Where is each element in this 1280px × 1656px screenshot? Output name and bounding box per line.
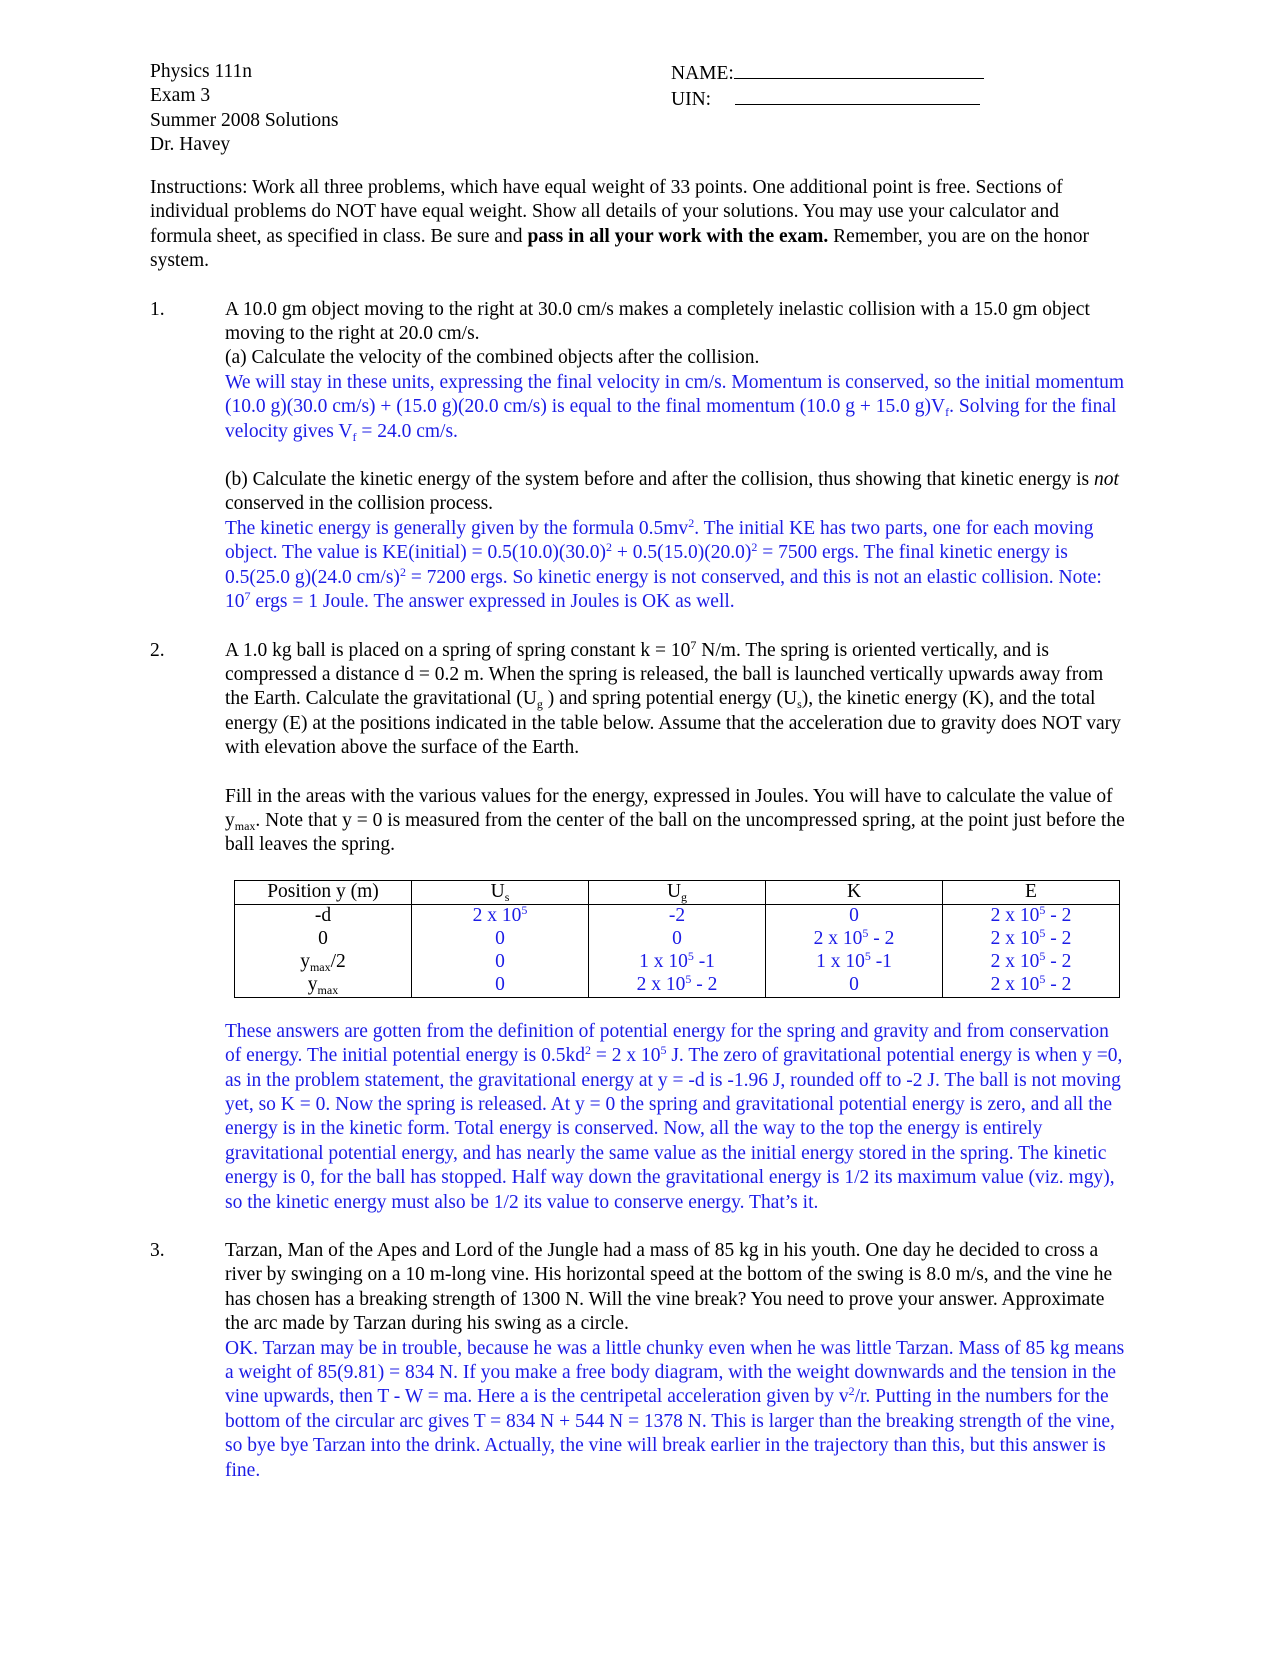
cell-text: 2 x 10 <box>990 928 1040 950</box>
statement-text: A 1.0 kg ball is placed on a spring of spring constant k = 10 <box>225 639 691 661</box>
cell-us: 0 <box>412 951 589 974</box>
instructions-tail: Remember, you are on the honor system. <box>150 225 1090 272</box>
subscript: g <box>681 890 688 905</box>
superscript: 5 <box>687 949 694 964</box>
instructor-name: Dr. Havey <box>150 134 231 156</box>
subscript: max <box>234 818 256 833</box>
answer-text: /r. Putting in the numbers for the bottom of the circular arc gives T = 834 N + 544 N = 1378 N. This is larger than the breaking strength of the vine, so bye bye Tarzan into the drink. Actually, the vine will break earlier in the trajectory than this, but this answer is fine. <box>225 1386 1115 1481</box>
subscript: max <box>317 983 339 998</box>
problem-number: 1. <box>150 298 165 320</box>
problem-number: 3. <box>150 1240 165 1261</box>
superscript: 5 <box>1039 972 1046 987</box>
energy-table <box>234 880 1120 998</box>
cell-k: 0 <box>766 904 943 928</box>
cell-text: 2 x 10 <box>472 905 522 927</box>
problem-statement: Tarzan, Man of the Apes and Lord of the Jungle had a mass of 85 kg in his youth. One day he decided to cross a river by swinging on a 10 m-long vine. His horizontal speed at the bottom of the swing is 8.0 m/s, and the vine he has chosen has a breaking strength of 1300 N. Will the vine break? You need to prove your answer. Approximate the arc made by Tarzan during his swing as a circle. <box>225 1240 1113 1335</box>
answer-text: The kinetic energy is generally given by the formula 0.5mv <box>225 517 689 539</box>
cell-e <box>943 904 1120 928</box>
superscript: 5 <box>1039 949 1046 964</box>
cell-ug: -2 <box>589 904 766 928</box>
superscript: 7 <box>244 589 251 604</box>
uin-field <box>671 86 984 112</box>
column-header-ug <box>589 880 766 904</box>
exam-term: Summer 2008 Solutions <box>150 109 339 131</box>
cell-position: 0 <box>235 928 412 951</box>
superscript: 5 <box>660 1043 667 1058</box>
answer-text: . The initial KE has two parts, one for each moving object. The value is KE(initial) = 0.5(10.0)(30.0) <box>225 517 1094 564</box>
cell-ug <box>589 974 766 998</box>
superscript: 5 <box>521 903 528 918</box>
course-title: Physics 111n <box>150 61 253 82</box>
subscript: f <box>352 429 357 444</box>
cell-position: -d <box>235 904 412 928</box>
answer-text: = 24.0 cm/s. <box>356 420 458 442</box>
table-header-row <box>235 880 1120 904</box>
instructions-text: Instructions: Work all three problems, which have equal weight of 33 points. One additional point is free. Sections of individual problems do NOT have equal weight. Show all details of your solutions. You may use your calculator and formula sheet, as specified in class. Be sure and <box>150 177 1063 247</box>
statement-text: ), the kinetic energy (K), and the total energy (E) at the positions indicated in the table below. Assume that the acceleration due to gravity does NOT vary with elevation above the surface of the Earth. <box>225 688 1121 759</box>
question-text: conserved in the collision process. <box>225 493 494 515</box>
problem-2-answer <box>225 1020 1125 1215</box>
problem-number: 2. <box>150 639 165 661</box>
cell-ug <box>589 951 766 974</box>
answer-text: . Solving for the final velocity gives V <box>225 396 1117 442</box>
subscript: f <box>945 405 950 420</box>
answer-text: = 2 x 10 <box>590 1045 661 1067</box>
cell-text: - 2 <box>1045 951 1072 973</box>
cell-text: 1 x 10 <box>816 951 865 973</box>
statement-text: Fill in the areas with the various values for the energy, expressed in Joules. You will have to calculate the value of y <box>225 785 1113 831</box>
problem-1 <box>150 298 1130 615</box>
table-row <box>235 974 1120 998</box>
statement-text: N/m. The spring is oriented vertically, and is compressed a distance d = 0.2 m. When the spring is released, the ball is launched vertically upwards away from the Earth. Calculate the gravitational (U <box>225 639 1104 710</box>
superscript: 5 <box>685 972 692 987</box>
problem-3 <box>150 1239 1130 1483</box>
column-header-position: Position y (m) <box>235 880 412 904</box>
cell-e <box>943 928 1120 951</box>
column-header-us <box>412 880 589 904</box>
emphasis: not <box>1093 469 1119 491</box>
answer-text: OK. Tarzan may be in trouble, because he was a little chunky even when he was little Tarzan. Mass of 85 kg means a weight of 85(9.81) = 834 N. If you make a free body diagram, with the weight downwards and the tension in the vine upwards, then T - W = ma. Here a is the centripetal acceleration given by v <box>225 1337 1125 1408</box>
header-text: U <box>666 881 682 903</box>
cell-ug: 0 <box>589 928 766 951</box>
cell-text: - 2 <box>1045 974 1072 996</box>
uin-label: UIN: <box>671 89 712 111</box>
cell-text: - 2 <box>691 974 718 996</box>
part-b-question <box>225 468 1125 517</box>
course-info <box>150 60 339 158</box>
cell-us <box>412 904 589 928</box>
cell-position <box>235 974 412 998</box>
student-fields <box>671 60 984 113</box>
subscript: s <box>504 890 510 905</box>
cell-text: - 2 <box>868 928 895 950</box>
question-text: (b) Calculate the kinetic energy of the system before and after the collision, thus showing that kinetic energy is <box>225 469 1094 491</box>
problem-3-answer <box>225 1337 1125 1483</box>
uin-blank <box>735 86 980 105</box>
cell-e <box>943 974 1120 998</box>
name-label: NAME: <box>671 63 734 84</box>
answer-text: = 7500 ergs. The final kinetic energy is 0.5(25.0 g)(24.0 cm/s) <box>225 542 1068 588</box>
problem-statement <box>225 639 1125 761</box>
name-blank <box>734 60 984 79</box>
exam-title: Exam 3 <box>150 85 211 107</box>
cell-text: /2 <box>330 951 346 973</box>
cell-e <box>943 951 1120 974</box>
cell-text: 2 x 10 <box>990 951 1040 973</box>
exam-page <box>150 60 1130 1483</box>
part-a-question: (a) Calculate the velocity of the combined objects after the collision. <box>225 347 760 369</box>
cell-position <box>235 951 412 974</box>
cell-text: y <box>307 974 318 996</box>
answer-text: J. The zero of gravitational potential energy is when y =0, as in the problem statement, the gravitational energy at y = -d is -1.96 J, rounded off to -2 J. The ball is not moving yet, so K = 0. Now the spring is released. At y = 0 the spring and gravitational potential energy is zero, and all the energy is in the kinetic form. Total energy is conserved. Now, all the way to the top the energy is entirely gravitational potential energy, and has nearly the same value as the initial energy stored in the spring. The kinetic energy is 0, for the ball has stopped. Half way down the gravitational energy is 1/2 its maximum value (viz. mgy), so the kinetic energy must also be 1/2 its value to conserve energy. That’s it. <box>225 1045 1123 1213</box>
answer-text: These answers are gotten from the definition of potential energy for the spring and gravity and from conservation of energy. The initial potential energy is 0.5kd <box>225 1020 1109 1067</box>
cell-text: 2 x 10 <box>636 974 686 996</box>
cell-k: 0 <box>766 974 943 998</box>
superscript: 2 <box>688 515 695 530</box>
table-row <box>235 928 1120 951</box>
superscript: 2 <box>399 564 406 579</box>
cell-us: 0 <box>412 974 589 998</box>
subscript: g <box>536 697 543 712</box>
superscript: 5 <box>862 926 869 941</box>
problem-statement: A 10.0 gm object moving to the right at 30.0 cm/s makes a completely inelastic collision with a 15.0 gm object moving to the right at 20.0 cm/s. <box>225 298 1090 345</box>
part-a-answer <box>225 371 1125 444</box>
problem-2 <box>150 639 1130 1216</box>
answer-text: + 0.5(15.0)(20.0) <box>612 542 752 564</box>
superscript: 2 <box>606 540 613 555</box>
name-field <box>671 60 984 86</box>
answer-text: ergs = 1 Joule. The answer expressed in Joules is OK as well. <box>250 591 735 613</box>
column-header-e: E <box>943 880 1120 904</box>
answer-text: We will stay in these units, expressing the final velocity in cm/s. Momentum is conserved, so the initial momentum (10.0 g)(30.0 cm/s) + (15.0 g)(20.0 cm/s) is equal to the final momentum (10.0 g + 15.0 g)V <box>225 371 1125 418</box>
cell-text: - 2 <box>1045 905 1072 927</box>
part-b-answer <box>225 517 1125 615</box>
cell-text: -1 <box>693 951 715 973</box>
superscript: 2 <box>584 1043 591 1058</box>
cell-text: 1 x 10 <box>639 951 688 973</box>
superscript: 7 <box>690 637 697 652</box>
superscript: 5 <box>1039 903 1046 918</box>
table-instructions <box>225 785 1125 858</box>
cell-k <box>766 951 943 974</box>
cell-text: 2 x 10 <box>813 928 863 950</box>
instructions <box>150 176 1125 274</box>
superscript: 5 <box>1039 926 1046 941</box>
subscript: s <box>797 697 802 712</box>
cell-text: -1 <box>870 951 892 973</box>
table-row <box>235 951 1120 974</box>
cell-text: y <box>300 951 310 973</box>
instructions-bold: pass in all your work with the exam. <box>527 225 829 247</box>
header-text: U <box>490 881 505 903</box>
subscript: max <box>309 960 331 975</box>
cell-us: 0 <box>412 928 589 951</box>
table-row <box>235 904 1120 928</box>
statement-text: ) and spring potential energy (U <box>542 688 798 710</box>
statement-text: . Note that y = 0 is measured from the center of the ball on the uncompressed spring, at the point just before the ball leaves the spring. <box>225 809 1125 856</box>
superscript: 5 <box>864 949 871 964</box>
exam-header <box>150 60 1130 156</box>
answer-text: = 7200 ergs. So kinetic energy is not conserved, and this is not an elastic collision. Note: 10 <box>225 566 1102 613</box>
cell-text: - 2 <box>1045 928 1072 950</box>
cell-text: 2 x 10 <box>990 974 1040 996</box>
cell-text: 2 x 10 <box>990 905 1040 927</box>
superscript: 2 <box>751 540 758 555</box>
cell-k <box>766 928 943 951</box>
column-header-k: K <box>766 880 943 904</box>
superscript: 2 <box>848 1384 855 1399</box>
